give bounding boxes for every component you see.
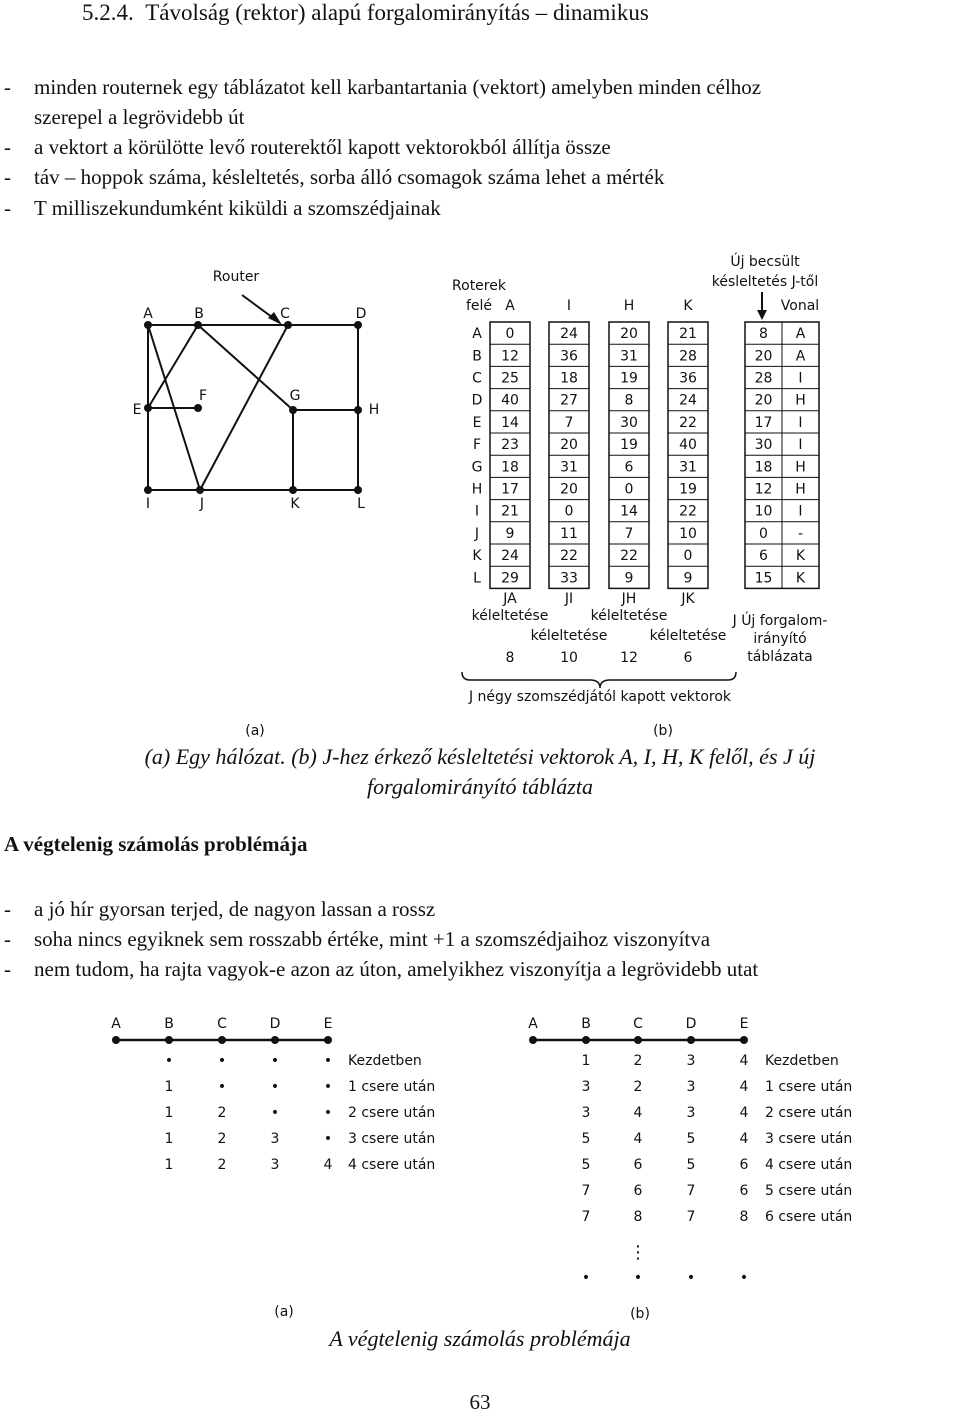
- node-j: [196, 486, 204, 494]
- row-label: H: [471, 481, 483, 498]
- new-line-cell: K: [795, 548, 806, 565]
- vector-cell: 22: [679, 414, 697, 431]
- new-line-cell: A: [795, 348, 806, 365]
- new-delay-cell: 20: [754, 348, 773, 365]
- chain-node: [582, 1036, 590, 1044]
- distance-value: 8: [739, 1209, 749, 1225]
- distance-value: 8: [633, 1209, 643, 1225]
- distance-value: 6: [633, 1183, 643, 1199]
- panel-label-a: (a): [245, 723, 265, 739]
- vector-cell: 18: [501, 459, 519, 476]
- exchange-label: Kezdetben: [348, 1053, 422, 1069]
- keleltetese-ja: kéleltetése: [471, 608, 549, 624]
- vector-cell: 12: [501, 348, 519, 365]
- new-delay-cell: 8: [759, 326, 768, 343]
- distance-value: •: [270, 1079, 280, 1095]
- vector-cell: 23: [501, 437, 519, 454]
- row-label: E: [472, 414, 482, 431]
- distance-value: 3: [270, 1157, 280, 1173]
- distance-value: 2: [633, 1053, 643, 1069]
- node-header: A: [528, 1016, 538, 1032]
- distance-value: 2: [217, 1131, 227, 1147]
- distance-value: 6: [633, 1157, 643, 1173]
- node-label-e: E: [132, 402, 142, 418]
- distance-value: 2: [217, 1157, 227, 1173]
- vector-cell: 28: [679, 348, 697, 365]
- row-header-line2: felé: [465, 298, 493, 314]
- node-h: [354, 406, 362, 414]
- exchange-label: 5 csere után: [765, 1183, 853, 1199]
- node-c: [284, 321, 292, 329]
- vector-cell: 7: [624, 525, 634, 542]
- vector-cell: 20: [560, 481, 578, 498]
- vector-cell: 20: [620, 326, 638, 343]
- new-delay-cell: 0: [759, 525, 768, 542]
- bullet-item: - a jó hír gyorsan terjed, de nagyon lassan a rossz: [4, 897, 436, 921]
- distance-value: 1: [164, 1157, 174, 1173]
- keleltetese-ji: kéleltetése: [530, 628, 608, 644]
- bullet-item: - minden routernek egy táblázatot kell karbantartania (vektort) amelyben minden célhoz: [4, 75, 762, 99]
- figure-caption: (a) Egy hálózat. (b) J-hez érkező késleltetési vektorok A, I, H, K felől, és J új forgalomirányító táblázta: [144, 744, 816, 799]
- node-header: A: [111, 1016, 121, 1032]
- distance-value: 4: [633, 1105, 643, 1121]
- exchange-label: 2 csere után: [348, 1105, 436, 1121]
- row-label: G: [471, 459, 483, 476]
- distance-value: 5: [686, 1157, 696, 1173]
- chain-node: [324, 1036, 332, 1044]
- chain-node: [112, 1036, 120, 1044]
- new-line-cell: I: [798, 370, 803, 387]
- node-label-j: J: [199, 496, 205, 512]
- node-header: D: [269, 1016, 281, 1032]
- distance-value: 5: [686, 1131, 696, 1147]
- down-arrow-icon: [757, 310, 767, 320]
- exchange-label: 1 csere után: [348, 1079, 436, 1095]
- distance-value: 7: [581, 1183, 591, 1199]
- distance-value: 3: [686, 1079, 696, 1095]
- delay-value-ja: 8: [505, 650, 515, 666]
- row-label: D: [471, 392, 483, 409]
- new-line-cell: H: [795, 392, 806, 409]
- delay-label-ji: JI: [564, 591, 574, 607]
- new-delay-cell: 6: [759, 548, 768, 565]
- bullet-item: - T milliszekundumként kiküldi a szomszédjainak: [4, 196, 441, 220]
- new-delay-cell: 17: [754, 414, 773, 431]
- row-label: J: [474, 525, 480, 542]
- vector-cell: 31: [679, 459, 697, 476]
- chain-node: [740, 1036, 748, 1044]
- vector-cell: 40: [501, 392, 519, 409]
- vector-cell: 0: [624, 481, 634, 498]
- count-to-infinity-figure: [0, 1005, 960, 1330]
- vector-cell: 9: [505, 525, 515, 542]
- vector-cell: 24: [501, 548, 519, 565]
- count-to-infinity-panel-b: [528, 1016, 852, 1286]
- col-label-h: H: [623, 298, 635, 314]
- new-delay-cell: 12: [754, 481, 773, 498]
- vectors-bracket: [462, 672, 736, 688]
- node-f: [194, 404, 202, 412]
- delay-value-jh: 12: [620, 650, 638, 666]
- new-line-cell: I: [798, 503, 803, 520]
- new-header-line2: késleltetés J-től: [711, 274, 819, 290]
- new-line-cell: I: [798, 414, 803, 431]
- node-label-f: F: [198, 388, 208, 404]
- distance-value: 4: [739, 1053, 749, 1069]
- new-line-cell: A: [795, 326, 806, 343]
- distance-value: 2: [633, 1079, 643, 1095]
- node-label-k: K: [290, 496, 300, 512]
- vector-cell: 8: [624, 392, 634, 409]
- distance-value: •: [217, 1079, 227, 1095]
- vector-cell: 29: [501, 570, 519, 587]
- ellipsis-icon: ⋮: [629, 1242, 647, 1263]
- new-delay-cell: 20: [754, 392, 773, 409]
- row-label: I: [474, 503, 480, 520]
- node-a: [144, 321, 152, 329]
- node-header: C: [217, 1016, 227, 1032]
- distance-value: 3: [270, 1131, 280, 1147]
- vector-cell: 21: [679, 326, 697, 343]
- distance-value: 4: [739, 1079, 749, 1095]
- node-e: [144, 404, 152, 412]
- delay-value-jk: 6: [683, 650, 693, 666]
- vector-cell: 18: [560, 370, 578, 387]
- infinity-dot: •: [686, 1270, 696, 1286]
- new-table-line1: J Új forgalom-: [732, 613, 828, 629]
- router-label: Router: [212, 269, 260, 285]
- panel-label-a: (a): [274, 1304, 294, 1320]
- delay-label-ja: JA: [503, 591, 517, 607]
- vector-cell: 22: [679, 503, 697, 520]
- row-label: L: [473, 570, 481, 587]
- vector-cell: 19: [679, 481, 697, 498]
- distance-value: •: [270, 1053, 280, 1069]
- distance-value: 7: [581, 1209, 591, 1225]
- distance-value: 3: [686, 1105, 696, 1121]
- node-header: B: [164, 1016, 174, 1032]
- vector-cell: 22: [620, 548, 638, 565]
- new-line-cell: H: [795, 459, 806, 476]
- infinity-dot: •: [739, 1270, 749, 1286]
- new-delay-cell: 28: [754, 370, 773, 387]
- distance-value: 6: [739, 1183, 749, 1199]
- distance-value: •: [323, 1131, 333, 1147]
- exchange-label: 4 csere után: [348, 1157, 436, 1173]
- row-header-line1: Roterek: [452, 278, 506, 294]
- bullet-item: - soha nincs egyiknek sem rosszabb értéke, mint +1 a szomszédjaihoz viszonyítva: [4, 927, 711, 951]
- new-line-cell: H: [795, 481, 806, 498]
- vector-cell: 20: [560, 437, 578, 454]
- distance-value: 5: [581, 1131, 591, 1147]
- vector-cell: 36: [679, 370, 697, 387]
- exchange-label: 4 csere után: [765, 1157, 853, 1173]
- vector-cell: 19: [620, 370, 638, 387]
- vector-cell: 24: [679, 392, 697, 409]
- vector-cell: 33: [560, 570, 578, 587]
- vector-cell: 25: [501, 370, 519, 387]
- keleltetese-jk: kéleltetése: [649, 628, 727, 644]
- distance-value: 5: [581, 1157, 591, 1173]
- bullet-item: - nem tudom, ha rajta vagyok-e azon az úton, amelyikhez viszonyítja a legrövidebb utat: [4, 957, 759, 981]
- node-label-a: A: [143, 306, 153, 322]
- infinity-dot: •: [633, 1270, 643, 1286]
- node-i: [144, 486, 152, 494]
- node-header: D: [685, 1016, 697, 1032]
- count-to-infinity-panel-a: [111, 1016, 435, 1173]
- vector-cell: 36: [560, 348, 578, 365]
- vector-cell: 0: [564, 503, 574, 520]
- distance-value: 2: [217, 1105, 227, 1121]
- section-number: 5.2.4.: [82, 0, 134, 25]
- distance-value: 1: [164, 1131, 174, 1147]
- section-title: Távolság (rektor) alapú forgalomirányítás – dinamikus: [145, 0, 649, 25]
- bullet-item: - a vektort a körülötte levő routerektől kapott vektorokból állítja össze: [4, 135, 611, 159]
- section-subtitle: A végtelenig számolás problémája: [4, 832, 308, 856]
- node-d: [354, 321, 362, 329]
- panel-label-b: (b): [653, 723, 673, 739]
- distance-value: 1: [581, 1053, 591, 1069]
- vector-cell: 31: [560, 459, 578, 476]
- node-l: [354, 486, 362, 494]
- new-delay-cell: 10: [754, 503, 773, 520]
- distance-value: 7: [686, 1209, 696, 1225]
- row-label: K: [472, 548, 482, 565]
- page-number: 63: [469, 1390, 491, 1414]
- row-label: B: [472, 348, 482, 365]
- node-header: E: [739, 1016, 749, 1032]
- new-line-cell: -: [797, 525, 804, 542]
- exchange-label: 3 csere után: [348, 1131, 436, 1147]
- node-label-c: C: [280, 306, 290, 322]
- node-label-d: D: [355, 306, 367, 322]
- distance-value: 4: [323, 1157, 333, 1173]
- chain-node: [165, 1036, 173, 1044]
- bullet-item: - táv – hoppok száma, késleltetés, sorba álló csomagok száma lehet a mérték: [4, 165, 665, 189]
- new-header-line1: Új becsült: [730, 254, 800, 270]
- vector-cell: 31: [620, 348, 638, 365]
- vector-cell: 14: [620, 503, 638, 520]
- distance-value: 3: [686, 1053, 696, 1069]
- panel-label-b: (b): [630, 1306, 650, 1322]
- chain-node: [218, 1036, 226, 1044]
- vector-cell: 11: [560, 525, 578, 542]
- distance-value: 1: [164, 1105, 174, 1121]
- vector-cell: 10: [679, 525, 697, 542]
- distance-value: 4: [739, 1105, 749, 1121]
- delay-label-jh: JH: [621, 591, 637, 607]
- chain-node: [634, 1036, 642, 1044]
- keleltetese-jh: kéleltetése: [590, 608, 668, 624]
- exchange-label: 3 csere után: [765, 1131, 853, 1147]
- chain-node: [529, 1036, 537, 1044]
- vector-cell: 9: [683, 570, 693, 587]
- chain-node: [687, 1036, 695, 1044]
- vector-cell: 17: [501, 481, 519, 498]
- vector-cell: 40: [679, 437, 697, 454]
- node-header: B: [581, 1016, 591, 1032]
- distance-value: 3: [581, 1079, 591, 1095]
- node-header: C: [633, 1016, 643, 1032]
- vector-cell: 7: [564, 414, 574, 431]
- new-table-line2: irányító: [753, 631, 807, 647]
- vector-cell: 19: [620, 437, 638, 454]
- distance-value: 4: [739, 1131, 749, 1147]
- vector-cell: 22: [560, 548, 578, 565]
- line-label: Vonal: [780, 298, 820, 314]
- exchange-label: 6 csere után: [765, 1209, 853, 1225]
- col-label-k: K: [683, 298, 693, 314]
- new-table-line3: táblázata: [747, 649, 813, 665]
- node-label-g: G: [289, 388, 301, 404]
- delay-value-ji: 10: [560, 650, 578, 666]
- col-label-a: A: [505, 298, 515, 314]
- node-b: [194, 321, 202, 329]
- distance-value: •: [270, 1105, 280, 1121]
- distance-vector-figure: [0, 240, 960, 740]
- distance-value: 7: [686, 1183, 696, 1199]
- node-k: [289, 486, 297, 494]
- exchange-label: 2 csere után: [765, 1105, 853, 1121]
- row-label: F: [472, 437, 482, 454]
- vector-cell: 30: [620, 414, 638, 431]
- distance-value: •: [217, 1053, 227, 1069]
- row-label: A: [472, 326, 482, 343]
- network-diagram: [148, 295, 358, 490]
- distance-value: •: [323, 1053, 333, 1069]
- node-label-b: B: [194, 306, 204, 322]
- new-delay-cell: 30: [754, 437, 773, 454]
- distance-value: 3: [581, 1105, 591, 1121]
- infinity-dot: •: [581, 1270, 591, 1286]
- chain-node: [271, 1036, 279, 1044]
- new-delay-cell: 15: [754, 570, 773, 587]
- vector-cell: 0: [505, 326, 515, 343]
- distance-value: •: [323, 1105, 333, 1121]
- exchange-label: 1 csere után: [765, 1079, 853, 1095]
- vector-cell: 6: [624, 459, 634, 476]
- distance-value: 6: [739, 1157, 749, 1173]
- figure-caption-2: A végtelenig számolás problémája: [329, 1326, 631, 1351]
- distance-value: •: [164, 1053, 174, 1069]
- vector-cell: 9: [624, 570, 634, 587]
- col-label-i: I: [566, 298, 572, 314]
- node-g: [289, 406, 297, 414]
- vector-cell: 0: [683, 548, 693, 565]
- distance-value: 4: [633, 1131, 643, 1147]
- section-heading: [82, 0, 649, 26]
- vector-cell: 24: [560, 326, 578, 343]
- node-label-l: L: [357, 496, 365, 512]
- distance-value: 1: [164, 1079, 174, 1095]
- distance-value: •: [323, 1079, 333, 1095]
- node-label-i: I: [145, 496, 151, 512]
- node-label-h: H: [368, 402, 380, 418]
- bullet-continuation: szerepel a legrövidebb út: [34, 105, 245, 129]
- vector-cell: 27: [560, 392, 578, 409]
- new-line-cell: I: [798, 437, 803, 454]
- new-line-cell: K: [795, 570, 806, 587]
- vectors-footer: J négy szomszédjától kapott vektorok: [468, 689, 732, 705]
- vector-cell: 21: [501, 503, 519, 520]
- delay-label-jk: JK: [681, 591, 695, 607]
- exchange-label: Kezdetben: [765, 1053, 839, 1069]
- row-label: C: [472, 370, 482, 387]
- node-header: E: [323, 1016, 333, 1032]
- vector-tables: [472, 322, 819, 588]
- new-delay-cell: 18: [754, 459, 773, 476]
- vector-cell: 14: [501, 414, 519, 431]
